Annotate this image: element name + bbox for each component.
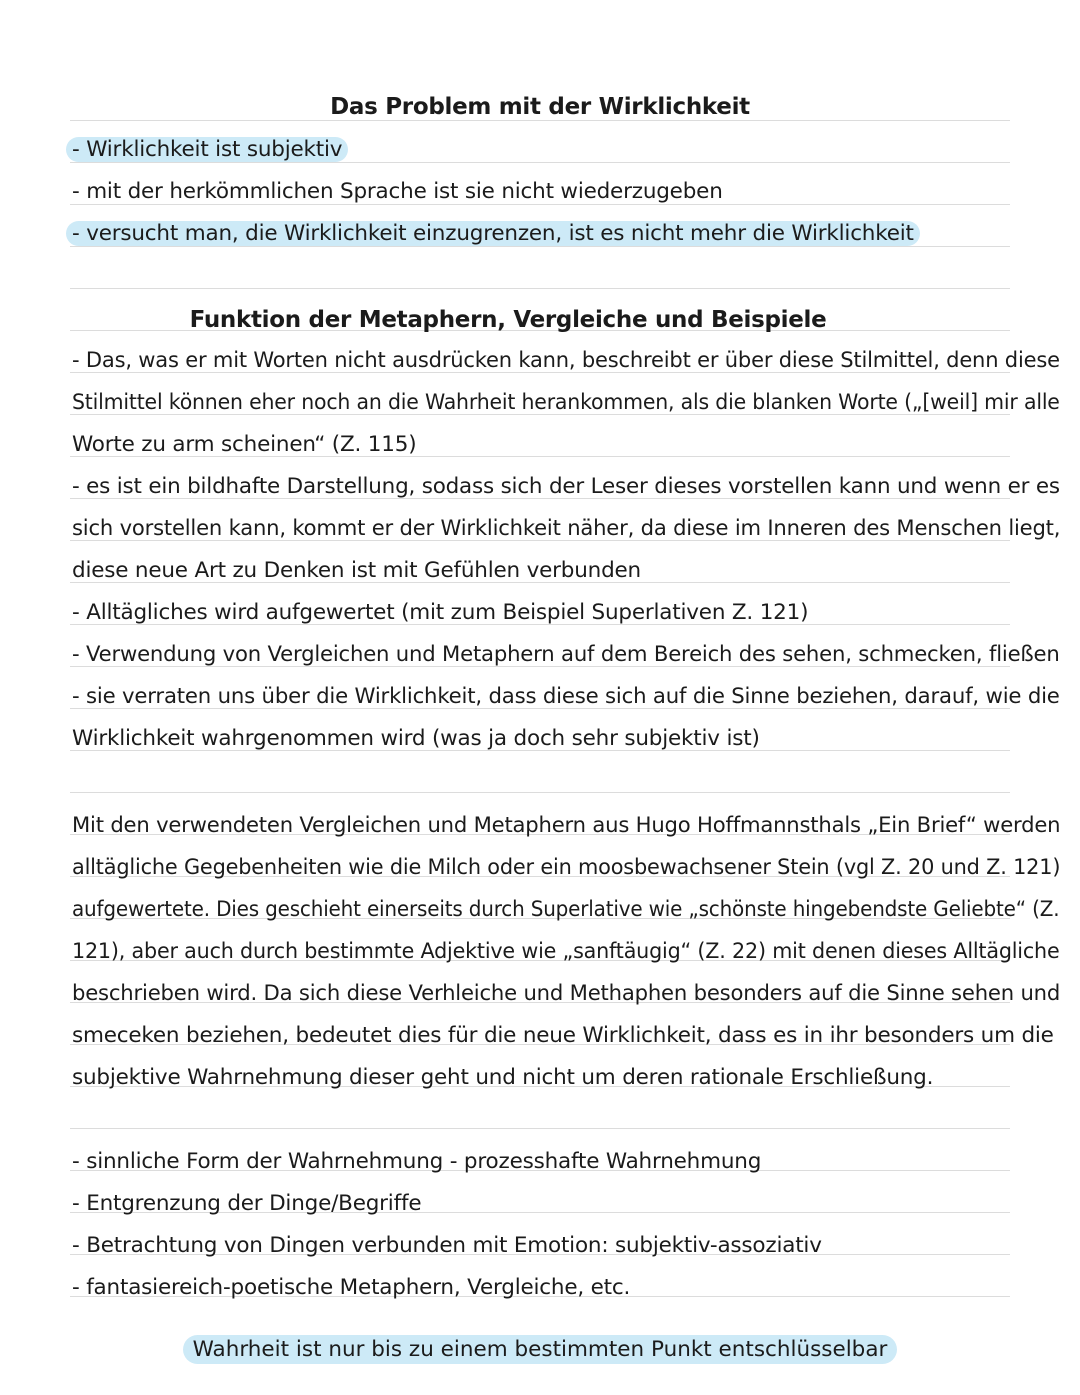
highlighted-text: - versucht man, die Wirklichkeit einzugrenzen, ist es nicht mehr die Wirklichkeit [66, 221, 920, 246]
section-title-funktion: Funktion der Metaphern, Vergleiche und Beispiele [189, 307, 827, 333]
note-line: - mit der herkömmlichen Sprache ist sie nicht wiederzugeben [72, 179, 723, 204]
paragraph-line: alltägliche Gegebenheiten wie die Milch oder ein moosbewachsener Stein (vgl Z. 20 und Z. 121) [72, 855, 1061, 880]
ruled-line [70, 1128, 1010, 1129]
conclusion [0, 1334, 1080, 1366]
summary-item: - fantasiereich-poetische Metaphern, Vergleiche, etc. [72, 1275, 631, 1300]
paragraph-line: Mit den verwendeten Vergleichen und Metaphern aus Hugo Hoffmannsthals „Ein Brief“ werden [72, 813, 1061, 838]
note-line: - Verwendung von Vergleichen und Metaphern auf dem Bereich des sehen, schmecken, fließen [72, 642, 1060, 667]
conclusion-highlight: Wahrheit ist nur bis zu einem bestimmten Punkt entschlüsselbar [183, 1335, 898, 1364]
note-line: Stilmittel können eher noch an die Wahrheit herankommen, als die blanken Worte („[weil] mir alle [72, 390, 1060, 415]
paragraph-line: smeceken beziehen, bedeutet dies für die neue Wirklichkeit, dass es in ihr besonders um die [72, 1023, 1054, 1048]
note-line: - es ist ein bildhafte Darstellung, sodass sich der Leser dieses vorstellen kann und wenn er es [72, 474, 1060, 499]
summary-item: - Betrachtung von Dingen verbunden mit Emotion: subjektiv-assoziativ [72, 1233, 822, 1258]
note-line: - Das, was er mit Worten nicht ausdrücken kann, beschreibt er über diese Stilmittel, denn diese [72, 348, 1060, 373]
note-line: - sie verraten uns über die Wirklichkeit, dass diese sich auf die Sinne beziehen, darauf, wie die [72, 684, 1060, 709]
highlighted-text: - Wirklichkeit ist subjektiv [66, 137, 348, 162]
paragraph-line: subjektive Wahrnehmung dieser geht und nicht um deren rationale Erschließung. [72, 1065, 934, 1090]
summary-item: - Entgrenzung der Dinge/Begriffe [72, 1191, 422, 1216]
note-line: Wirklichkeit wahrgenommen wird (was ja doch sehr subjektiv ist) [72, 726, 760, 751]
summary-item: - sinnliche Form der Wahrnehmung - prozesshafte Wahrnehmung [72, 1149, 762, 1174]
ruled-line [70, 792, 1010, 793]
note-line: - Alltägliches wird aufgewertet (mit zum Beispiel Superlativen Z. 121) [72, 600, 809, 625]
note-line [72, 135, 342, 165]
paragraph-line: 121), aber auch durch bestimmte Adjektive wie „sanftäugig“ (Z. 22) mit denen dieses Alltägliche [72, 939, 1060, 964]
paragraph-line: beschrieben wird. Da sich diese Verhleiche und Methaphen besonders auf die Sinne sehen und [72, 981, 1061, 1006]
note-line: diese neue Art zu Denken ist mit Gefühlen verbunden [72, 558, 641, 583]
note-line: sich vorstellen kann, kommt er der Wirklichkeit näher, da diese im Inneren des Menschen liegt, [72, 516, 1061, 541]
section-title-wirklichkeit: Das Problem mit der Wirklichkeit [330, 94, 750, 120]
note-line: Worte zu arm scheinen“ (Z. 115) [72, 432, 417, 457]
note-line [72, 219, 914, 249]
paragraph-line: aufgewertete. Dies geschieht einerseits durch Superlative wie „schönste hingebendste Geliebte“ (Z. [72, 897, 1060, 922]
ruled-line [70, 288, 1010, 289]
